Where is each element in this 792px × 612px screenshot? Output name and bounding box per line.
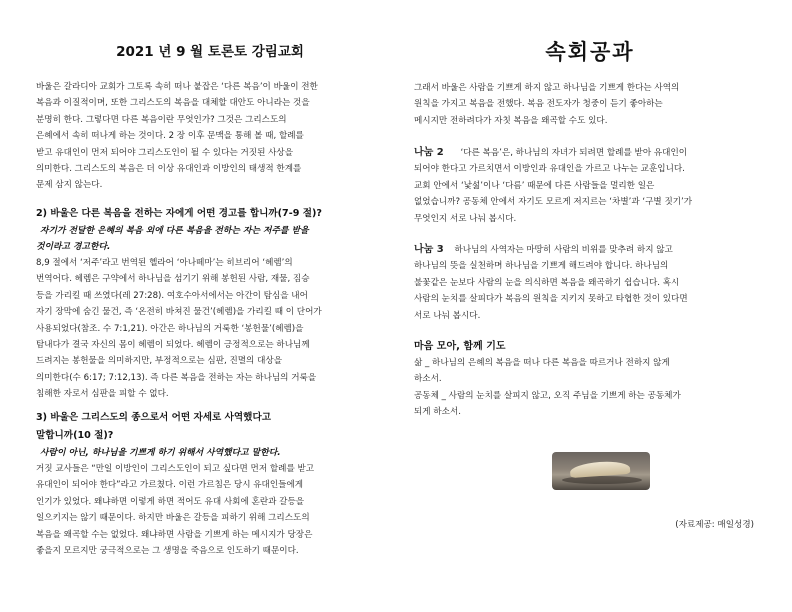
question-2-answer-line: 것이라고 경고한다.: [36, 242, 111, 252]
nanum-2-line: 무엇인지 서로 나눠 봅시다.: [414, 213, 517, 224]
intro-line: 복음과 이질적이며, 또한 그리스도의 복음을 대체할 대안도 아니라는 것을: [36, 98, 310, 109]
nanum-3-line: 서로 나눠 봅시다.: [414, 310, 481, 321]
question-3-answer: 사람이 아닌, 하나님을 기쁘게 하기 위해서 사역했다고 말한다.: [40, 448, 281, 458]
open-bible-photo: [552, 452, 650, 490]
question-3-heading-line: 말합니까(10 절)?: [36, 430, 114, 441]
intro-line: 의미한다. 그리스도의 복음은 더 이상 유대인과 이방인의 태생적 한계를: [36, 164, 302, 175]
right-intro-paragraph: [414, 80, 766, 129]
question-2-body-line: 사용되었다(참조. 수 7:1,21). 아간은 하나님의 거룩한 ‘봉헌물’(헤렘)을: [36, 323, 304, 334]
question-3-body-line: 일으키지는 않기 때문이다. 하지만 바울은 갈등을 피하기 위해 그리스도의: [36, 513, 310, 524]
lesson-title: 속회공과: [545, 39, 635, 64]
church-header-title: 2021 년 9 월 토론토 강림교회: [116, 44, 304, 60]
nanum-2-line: 되어야 한다고 가르치면서 이방인과 유대인을 가르고 나누는 교훈입니다.: [414, 164, 685, 175]
prayer-section: [414, 338, 766, 421]
right-intro-line: 원칙을 가지고 복음을 전했다. 복음 전도자가 청중이 듣기 좋아하는: [414, 99, 663, 110]
question-2-section: [36, 205, 384, 403]
question-3-body-line: 유대인이 되어야 한다”라고 가르쳤다. 이런 가르침은 당시 유대인들에게: [36, 480, 304, 491]
prayer-line: 삶 _ 하나님의 은혜의 복음을 떠나 다른 복음을 따르거나 전하지 않게: [414, 358, 670, 368]
intro-line: 은혜에서 속히 떠나게 하는 것이다. 2 장 이후 문맥을 통해 볼 때, 할례를: [36, 131, 304, 142]
intro-line: 받고 유대인이 먼저 되어야 그리스도인이 될 수 있다는 거짓된 사상을: [36, 147, 294, 158]
question-2-body-line: 드려지는 봉헌물을 의미하지만, 부정적으로는 심판, 진멸의 대상을: [36, 356, 282, 367]
nanum-3-line: 하나님의 사역자는 마땅히 사람의 비위를 맞추려 하지 않고: [454, 245, 673, 255]
nanum-3-line: 사람의 눈치를 살피다가 복음의 원칙을 지키지 못하고 타협한 것이 있다면: [414, 294, 688, 305]
question-2-body-line: 등을 가리킬 때 쓰였다(레 27:28). 여호수아서에서는 아간이 탐심을 내어: [36, 290, 308, 301]
question-2-answer-line: 자기가 전달한 은혜의 복음 외에 다른 복음을 전하는 자는 저주를 받을: [40, 226, 309, 236]
question-2-body-line: 번역어다. 헤렘은 구약에서 하나님을 섬기기 위해 봉헌된 사람, 재물, 짐승: [36, 274, 310, 285]
question-3-body-line: 복음을 왜곡할 수는 없었다. 왜냐하면 사람을 기쁘게 하는 메시지가 당장은: [36, 529, 313, 540]
nanum-3-section: [414, 242, 766, 324]
question-3-body-line: 인기가 있었다. 왜냐하면 이렇게 하면 적어도 유대 사회에 혼란과 갈등을: [36, 496, 305, 507]
nanum-2-line: 없었습니까? 공동체 안에서 자기도 모르게 저지르는 ‘차별’과 ‘구별 짓기’가: [414, 197, 693, 208]
source-credit: (자료제공: 매일성경): [675, 520, 754, 530]
intro-line: 바울은 갈라디아 교회가 그토록 속히 떠나 붙잡은 ‘다른 복음’이 바울이 전한: [36, 82, 318, 92]
nanum-3-line: 하나님의 뜻을 실천하며 하나님을 기쁘게 해드려야 합니다. 하나님의: [414, 261, 669, 272]
prayer-line: 하소서.: [414, 374, 442, 385]
question-2-body-line: 침해한 자로서 심판을 피할 수 없다.: [36, 389, 169, 400]
prayer-line: 공동체 _ 사람의 눈치를 살피지 않고, 오직 주님을 기쁘게 하는 공동체가: [414, 390, 681, 401]
question-2-body-line: 자기 장막에 숨긴 물건, 즉 ‘온전히 바쳐진 물건’(헤렘)을 가리킬 때 이 단어가: [36, 307, 322, 318]
prayer-heading: 마음 모아, 함께 기도: [414, 341, 506, 352]
question-2-body-line: 8,9 절에서 ‘저주’라고 번역된 헬라어 ‘아나떼마’는 히브리어 ‘헤렘’의: [36, 258, 293, 268]
right-intro-line: 그래서 바울은 사람을 기쁘게 하지 않고 하나님을 기쁘게 한다는 사역의: [414, 83, 680, 93]
nanum-3-label: 나눔 3: [414, 244, 444, 255]
nanum-2-section: [414, 145, 766, 227]
intro-line: 분명히 한다. 그렇다면 다른 복음이란 무엇인가? 그것은 그리스도의: [36, 114, 287, 125]
question-2-heading: 2) 바울은 다른 복음을 전하는 자에게 어떤 경고를 합니까(7-9 절)?: [36, 208, 322, 219]
question-3-body-line: 거짓 교사들은 “만일 이방인이 그리스도인이 되고 싶다면 먼저 할례를 받고: [36, 464, 315, 474]
question-2-body-line: 탐내다가 결국 자신의 몸이 헤렘이 되었다. 헤렘이 긍정적으로는 하나님께: [36, 340, 310, 351]
nanum-3-line: 불꽃같은 눈보다 사람의 눈을 의식하면 복음을 왜곡하기 쉽습니다. 혹시: [414, 277, 680, 288]
nanum-2-label: 나눔 2: [414, 147, 444, 158]
question-3-section: [36, 409, 384, 559]
bible-pages: [570, 460, 631, 478]
question-3-body-line: 좋을지 모르지만 궁극적으로는 그 생명을 죽음으로 인도하기 때문이다.: [36, 546, 299, 557]
question-2-body-line: 의미한다(수 6:17; 7:12,13). 즉 다른 복음을 전하는 자는 하나님의 거룩을: [36, 372, 317, 383]
intro-paragraph: [36, 79, 384, 194]
question-3-heading-line: 3) 바울은 그리스도의 종으로서 어떤 자세로 사역했다고: [36, 412, 271, 423]
nanum-2-line: 교회 안에서 ‘낯섦’이나 ‘다름’ 때문에 다른 사람들을 멀리한 일은: [414, 180, 655, 191]
intro-line: 문제 삼지 않는다.: [36, 180, 103, 191]
nanum-2-line: ‘다른 복음’은, 하나님의 자녀가 되려면 할례를 받아 유대인이: [460, 148, 688, 158]
prayer-line: 되게 하소서.: [414, 407, 461, 418]
right-intro-line: 메시지만 전하려다가 자칫 복음을 왜곡할 수도 있다.: [414, 115, 608, 126]
